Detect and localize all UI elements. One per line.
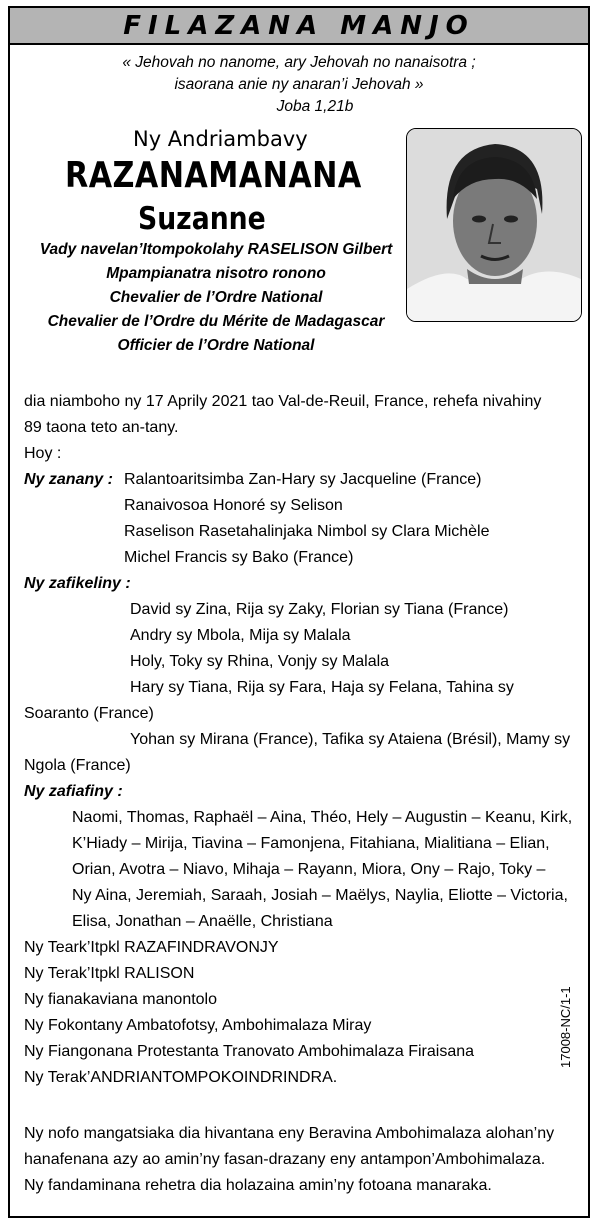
deceased-given-name: Suzanne [138,201,266,237]
grandchildren-line: Ngola (France) [24,757,131,774]
great-grandchildren-line: K’Hiady – Mirija, Tiavina – Famonjena, Fitahiana, Mialitiana – Elian, [72,835,550,852]
grandchildren-label: Ny zafikeliny : [24,575,131,592]
death-line-2: 89 taona teto an-tany. [24,419,179,436]
child-entry: Michel Francis sy Bako (France) [124,549,354,566]
quote-line-2: isaorana anie ny anaran’i Jehovah » [174,76,424,93]
great-grandchildren-label: Ny zafiafiny : [24,783,123,800]
death-line-1: dia niamboho ny 17 Aprily 2021 tao Val-de-Reuil, France, rehefa nivahiny [24,393,542,410]
hoy-label: Hoy : [24,445,62,462]
closing-line: hanafenana azy ao amin’ny fasan-drazany eny antampon’Ambohimalaza. [24,1151,546,1168]
great-grandchildren-line: Ny Aina, Jeremiah, Saraah, Josiah – Maëlys, Naylia, Eliotte – Victoria, [72,887,568,904]
great-grandchildren-line: Naomi, Thomas, Raphaël – Aina, Théo, Hely – Augustin – Keanu, Kirk, [72,809,573,826]
honor-line: Vady navelan’Itompokolahy RASELISON Gilbert [39,241,393,258]
grandchildren-line: Hary sy Tiana, Rija sy Fara, Haja sy Felana, Tahina sy [130,679,514,696]
child-entry: Raselison Rasetahalinjaka Nimbol sy Clara Michèle [124,523,490,540]
quote-reference: Joba 1,21b [276,98,354,115]
grandchildren-line: Andry sy Mbola, Mija sy Malala [130,627,351,644]
family-line: Ny Fiangonana Protestanta Tranovato Ambohimalaza Firaisana [24,1043,475,1060]
honor-line: Chevalier de l’Ordre du Mérite de Madagascar [47,313,385,330]
grandchildren-line: Yohan sy Mirana (France), Tafika sy Ataiena (Brésil), Mamy sy [130,731,571,748]
deceased-prefix: Ny Andriambavy [133,127,308,151]
great-grandchildren-line: Orian, Avotra – Niavo, Mihaja – Rayann, Miora, Ony – Rajo, Toky – [72,861,546,878]
child-entry: Ralantoaritsimba Zan-Hary sy Jacqueline (France) [124,471,482,488]
deceased-surname: RAZANAMANANA [65,155,362,196]
closing-line: Ny nofo mangatsiaka dia hivantana eny Beravina Ambohimalaza alohan’ny [24,1125,555,1142]
great-grandchildren-line: Elisa, Jonathan – Anaëlle, Christiana [72,913,333,930]
grandchildren-line: Holy, Toky sy Rhina, Vonjy sy Malala [130,653,390,670]
grandchildren-line: Soaranto (France) [24,705,154,722]
family-line: Ny Teark’Itpkl RAZAFINDRAVONJY [24,939,279,956]
family-line: Ny fianakaviana manontolo [24,991,218,1008]
children-label: Ny zanany : [24,471,113,488]
portrait-photo [406,128,582,322]
honor-line: Mpampianatra nisotro ronono [106,265,326,282]
quote-line-1: « Jehovah no nanome, ary Jehovah no nanaisotra ; [122,54,476,71]
family-line: Ny Fokontany Ambatofotsy, Ambohimalaza Miray [24,1017,372,1034]
notice-banner [10,8,588,45]
notice-reference-code: 17008-NC/1-1 [558,986,573,1068]
notice-frame [8,6,590,1218]
honor-line: Chevalier de l’Ordre National [109,289,323,306]
banner-title: FILAZANA MANJO [123,10,475,41]
honor-line: Officier de l’Ordre National [117,337,315,354]
closing-line: Ny fandaminana rehetra dia holazaina amin’ny fotoana manaraka. [24,1177,492,1194]
grandchildren-line: David sy Zina, Rija sy Zaky, Florian sy Tiana (France) [130,601,509,618]
child-entry: Ranaivosoa Honoré sy Selison [124,497,343,514]
family-line: Ny Terak’ANDRIANTOMPOKOINDRINDRA. [24,1069,338,1086]
portrait-illustration [407,129,581,321]
family-line: Ny Terak’Itpkl RALISON [24,965,195,982]
